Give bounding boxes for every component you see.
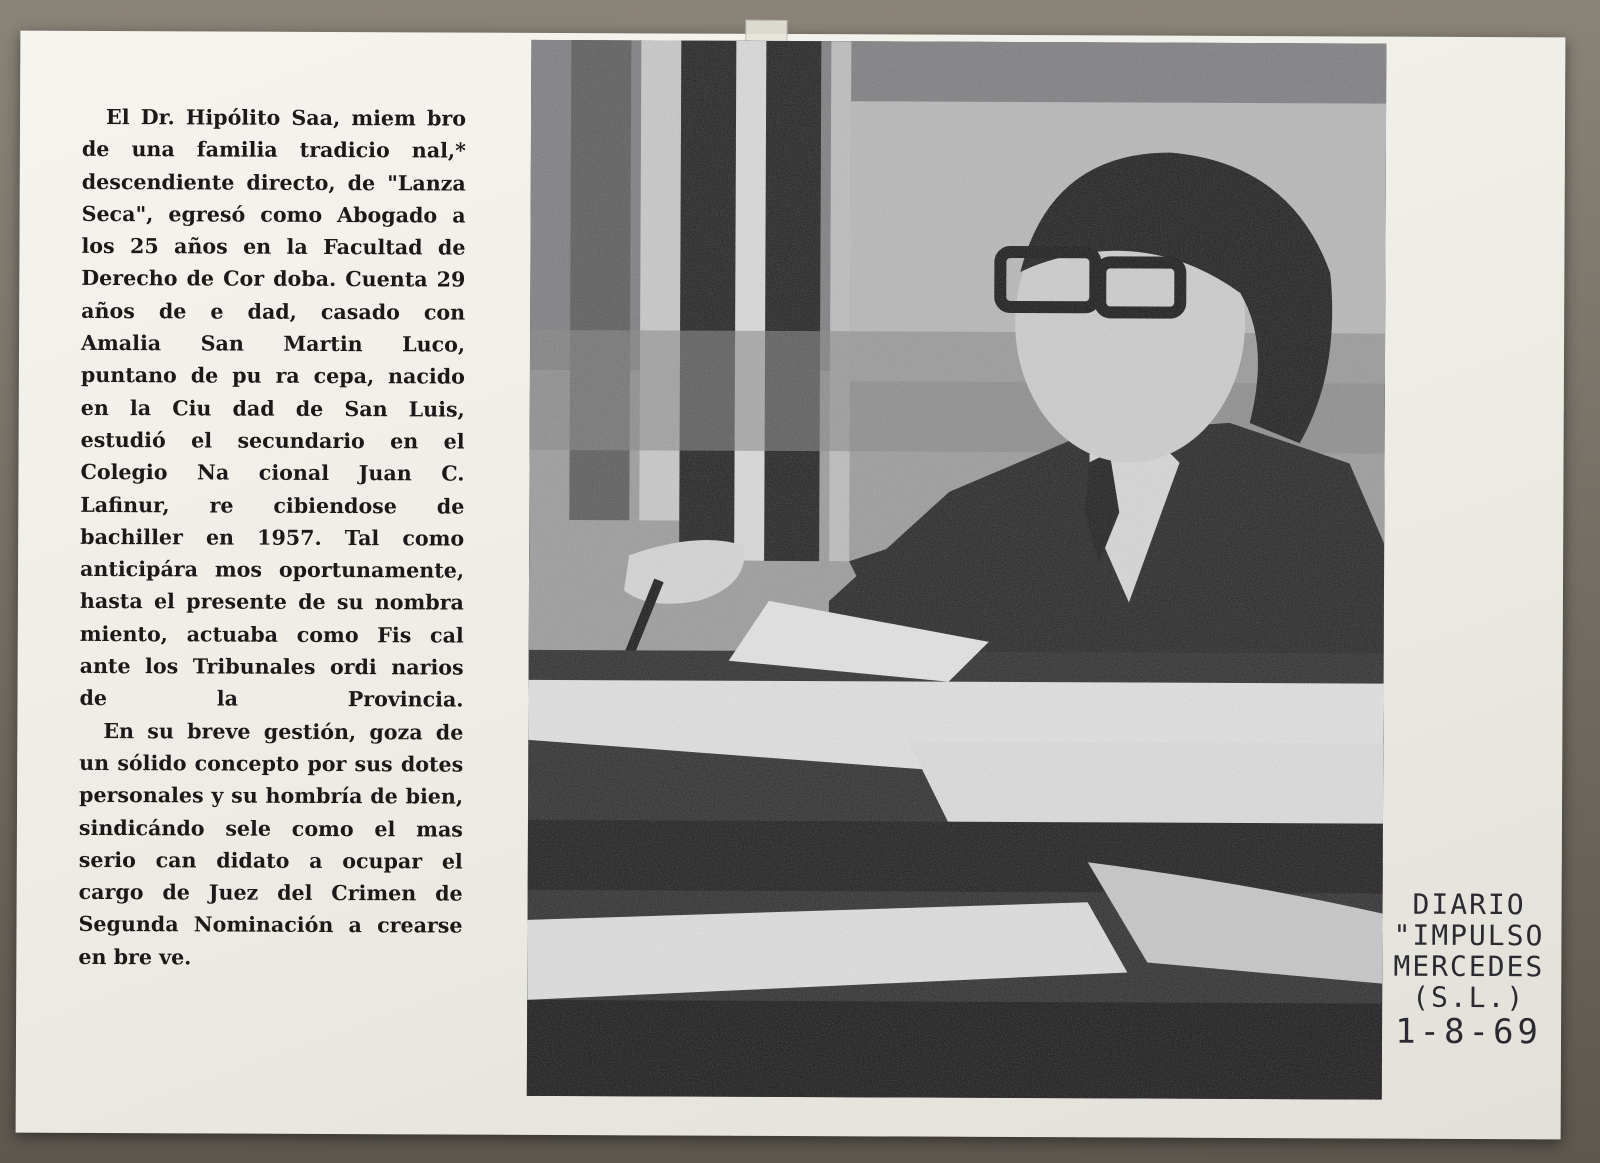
newspaper-clipping bbox=[16, 31, 1566, 1140]
newspaper-photo bbox=[527, 40, 1387, 1100]
note-line-3: MERCEDES bbox=[1393, 949, 1545, 984]
note-line-1: DIARIO bbox=[1412, 887, 1526, 922]
note-line-4: (S.L.) bbox=[1412, 980, 1526, 1015]
article-paragraph-1: El Dr. Hipólito Saa, miem bro de una familia tradicio nal,* descendiente directo, de "Lanza Seca", egresó como Abogado a los 25 años en la Facultad de Derecho de Cor doba. Cuenta 29 años de e dad, casado con Amalia San Martin Luco, puntano de pu ra cepa, nacido en la Ciu dad de San Luis, estudió el secundario en el Colegio Na cional Juan C. Lafinur, re cibiendose de bachiller en 1957. Tal como anticipára mos oportunamente, hasta el presente de su nombra miento, actuaba como Fis cal ante los Tribunales ordi narios de la Provincia. bbox=[79, 105, 467, 712]
note-line-2: "IMPULSO bbox=[1393, 918, 1545, 953]
article-paragraph-2: En su breve gestión, goza de un sólido concepto por sus dotes personales y su hombría de bien, sindicándo sele como el mas serio can didato a ocupar el cargo de Juez del Crimen de Segunda Nominación a crearse en bre ve. bbox=[78, 718, 464, 970]
note-date: 1-8-69 bbox=[1395, 1011, 1543, 1053]
handwritten-note bbox=[1386, 887, 1552, 1053]
article-text bbox=[78, 101, 466, 975]
man-at-desk-photo-icon bbox=[527, 40, 1387, 1100]
